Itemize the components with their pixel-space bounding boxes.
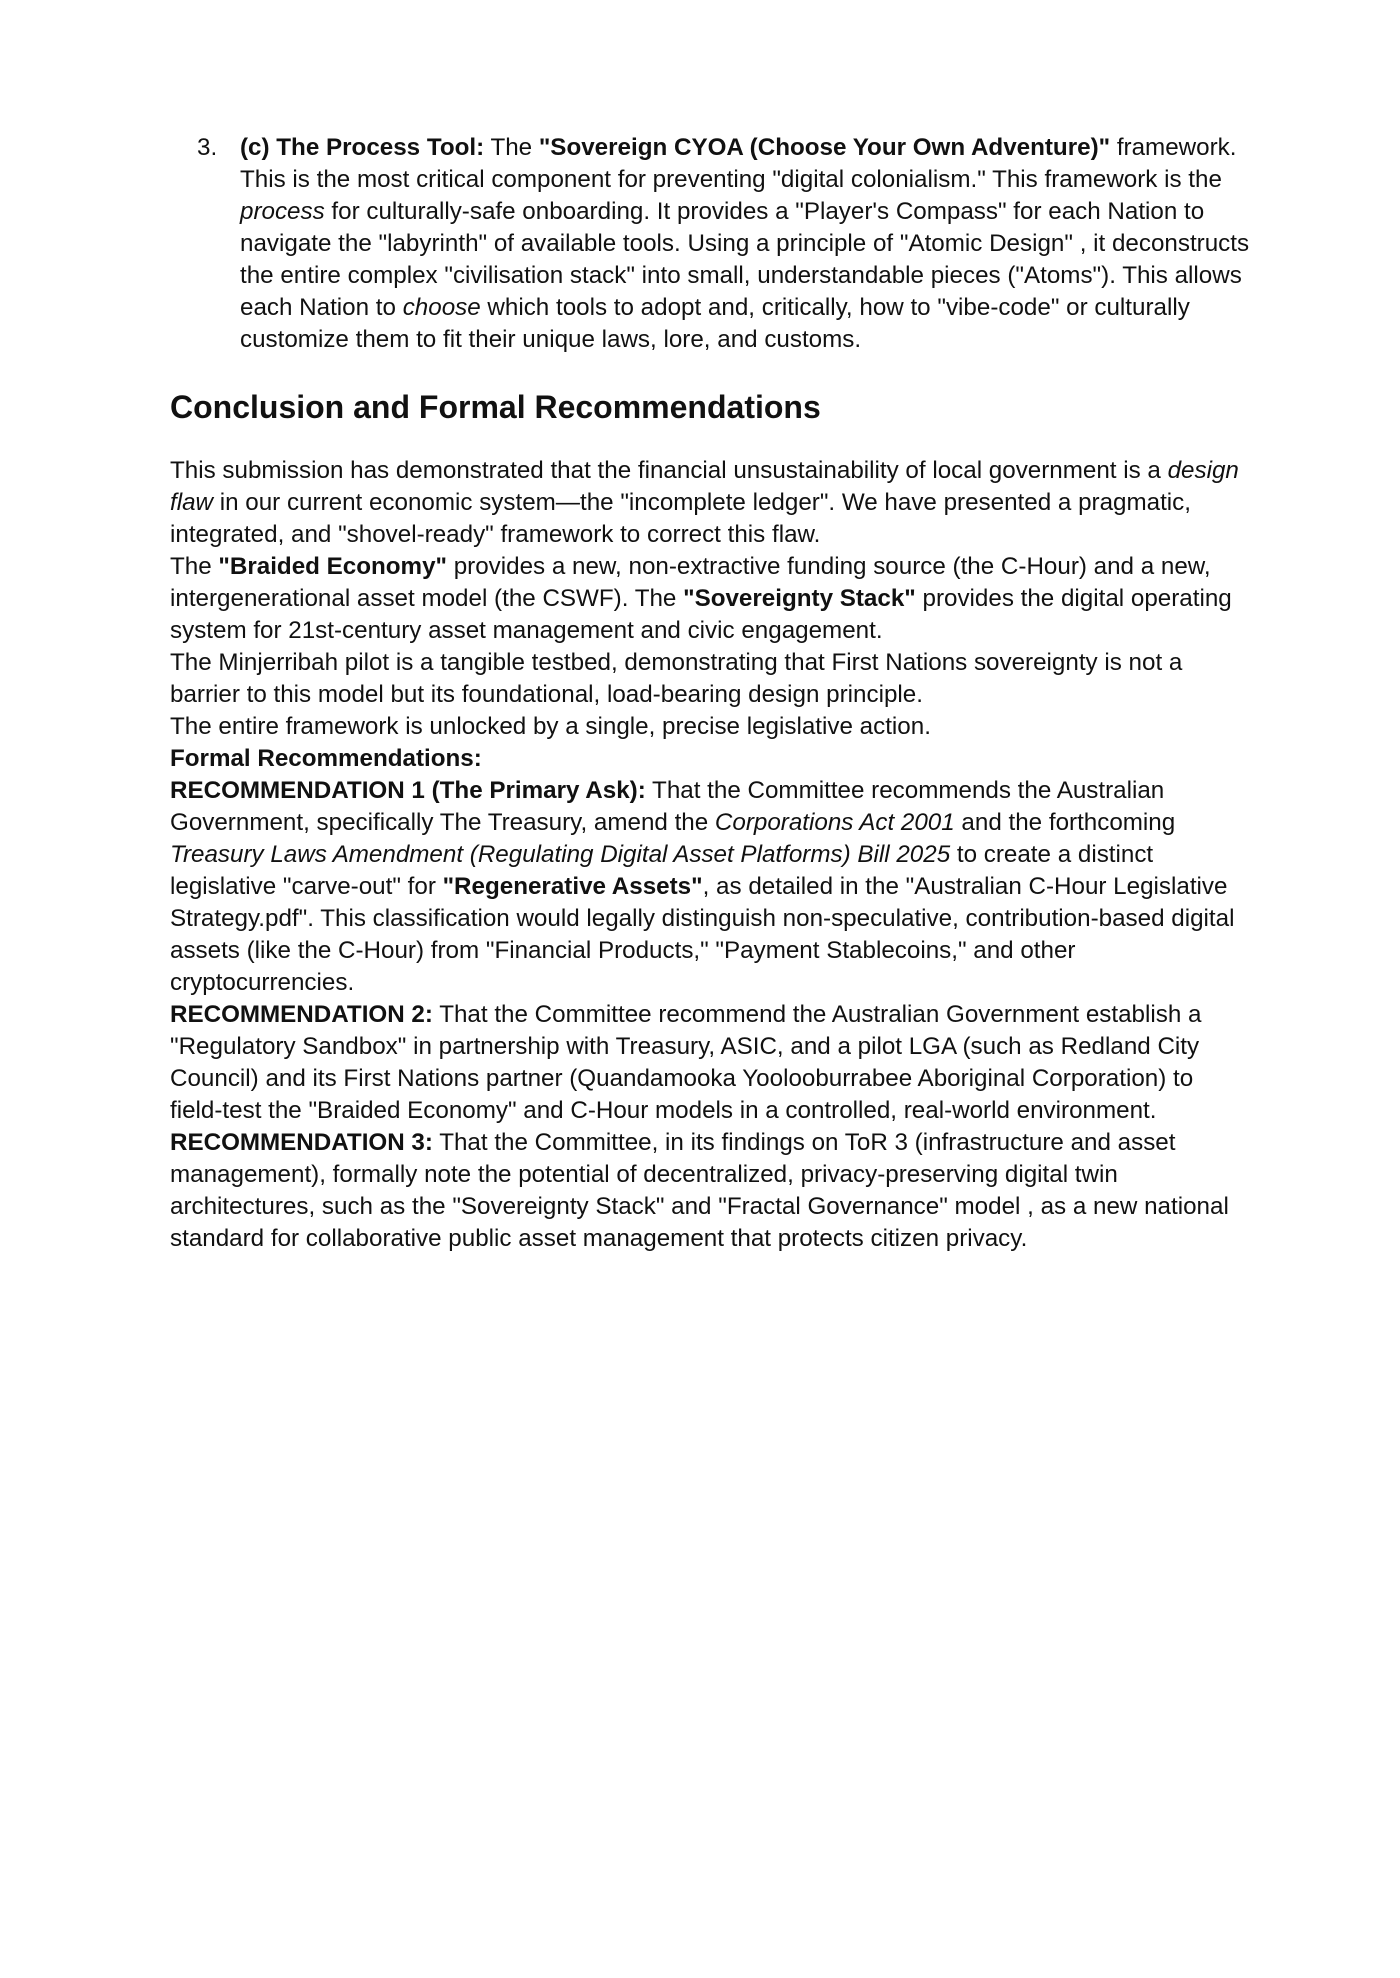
recommendation-2-label: RECOMMENDATION 2: xyxy=(170,1001,433,1028)
formal-recommendations-heading xyxy=(170,743,1250,775)
text-span: for culturally-safe onboarding. It provides a "Player's Compass" for each Nation to navigate the "labyrinth" of available tools. Using a principle of "Atomic Design" , it deconstructs the entire complex "civilisation stack" into small, understandable pieces ("Atoms"). This allows each Nation to xyxy=(240,198,1250,321)
text-span: provides a new, non-extractive funding source (the C-Hour) and a new, intergenerational asset model (the CSWF). The xyxy=(170,553,1211,612)
sovereign-cyoa-name: "Sovereign CYOA (Choose Your Own Adventure)" xyxy=(538,134,1111,161)
text-span: framework. This is the most critical component for preventing "digital colonialism." This framework is the xyxy=(240,134,1237,193)
text-span: to create a distinct legislative "carve-out" for xyxy=(170,841,1154,900)
list-number: 3. xyxy=(197,134,218,161)
text-span: The xyxy=(484,134,539,161)
emphasis-choose: choose xyxy=(402,294,481,321)
emphasis-design-flaw: design flaw xyxy=(170,457,1239,516)
conclusion-body xyxy=(170,455,1250,1255)
text-span: That the Committee, in its findings on ToR 3 (infrastructure and asset management), formally note the potential of decentralized, privacy-preserving digital twin architectures, such as the "Sovereignty Stack" and "Fractal Governance" model , as a new national standard for collaborative public asset management that protects citizen privacy. xyxy=(170,1129,1229,1252)
text-span: , as detailed in the "Australian C-Hour Legislative Strategy.pdf". This classification would legally distinguish non-speculative, contribution-based digital assets (like the C-Hour) from "Financial Products," "Payment Stablecoins," and other cryptocurrencies. xyxy=(170,873,1235,996)
text-span: That the Committee recommend the Australian Government establish a "Regulatory Sandbox" in partnership with Treasury, ASIC, and a pilot LGA (such as Redland City Council) and its First Nations partner (Quandamooka Yoolooburrabee Aboriginal Corporation) to field-test the "Braided Economy" and C-Hour models in a controlled, real-world environment. xyxy=(170,1001,1202,1124)
text-span: in our current economic system—the "incomplete ledger". We have presented a pragmatic, integrated, and "shovel-ready" framework to correct this flaw. xyxy=(170,489,1191,548)
process-tool-lead: (c) The Process Tool: xyxy=(240,134,485,161)
recommendation-1-label: RECOMMENDATION 1 (The Primary Ask): xyxy=(170,777,646,804)
paragraph-design-flaw xyxy=(170,455,1250,551)
recommendation-2 xyxy=(170,999,1250,1127)
list-item-text xyxy=(240,132,1250,356)
emphasis-corporations-act: Corporations Act 2001 xyxy=(714,809,955,836)
text-span: That the Committee recommends the Australian Government, specifically The Treasury, amend the xyxy=(170,777,1165,836)
bold-braided-economy: "Braided Economy" xyxy=(218,553,447,580)
recommendation-1 xyxy=(170,775,1250,999)
recommendation-3 xyxy=(170,1127,1250,1255)
text-span: The xyxy=(170,553,219,580)
text-span: This submission has demonstrated that the financial unsustainability of local government is a xyxy=(170,457,1168,484)
paragraph-legislative-action: The entire framework is unlocked by a single, precise legislative action. xyxy=(170,713,931,740)
paragraph-braided-economy xyxy=(170,551,1250,647)
list-item-process-tool xyxy=(170,132,1250,356)
paragraph-minjerribah: The Minjerribah pilot is a tangible testbed, demonstrating that First Nations sovereignty is not a barrier to this model but its foundational, load-bearing design principle. xyxy=(170,649,1183,708)
document-page xyxy=(170,132,1250,1255)
section-heading: Conclusion and Formal Recommendations xyxy=(170,389,821,425)
bold-sovereignty-stack: "Sovereignty Stack" xyxy=(683,585,916,612)
emphasis-process: process xyxy=(240,198,325,225)
text-span: which tools to adopt and, critically, how to "vibe-code" or culturally customize them to fit their unique laws, lore, and customs. xyxy=(240,294,1190,353)
text-span: provides the digital operating system for 21st-century asset management and civic engagement. xyxy=(170,585,1232,644)
text-span: and the forthcoming xyxy=(954,809,1176,836)
recommendation-3-label: RECOMMENDATION 3: xyxy=(170,1129,433,1156)
emphasis-treasury-bill: Treasury Laws Amendment (Regulating Digital Asset Platforms) Bill 2025 xyxy=(170,841,951,868)
bold-regenerative-assets: "Regenerative Assets" xyxy=(442,873,703,900)
formal-recommendations-label: Formal Recommendations: xyxy=(170,745,482,772)
